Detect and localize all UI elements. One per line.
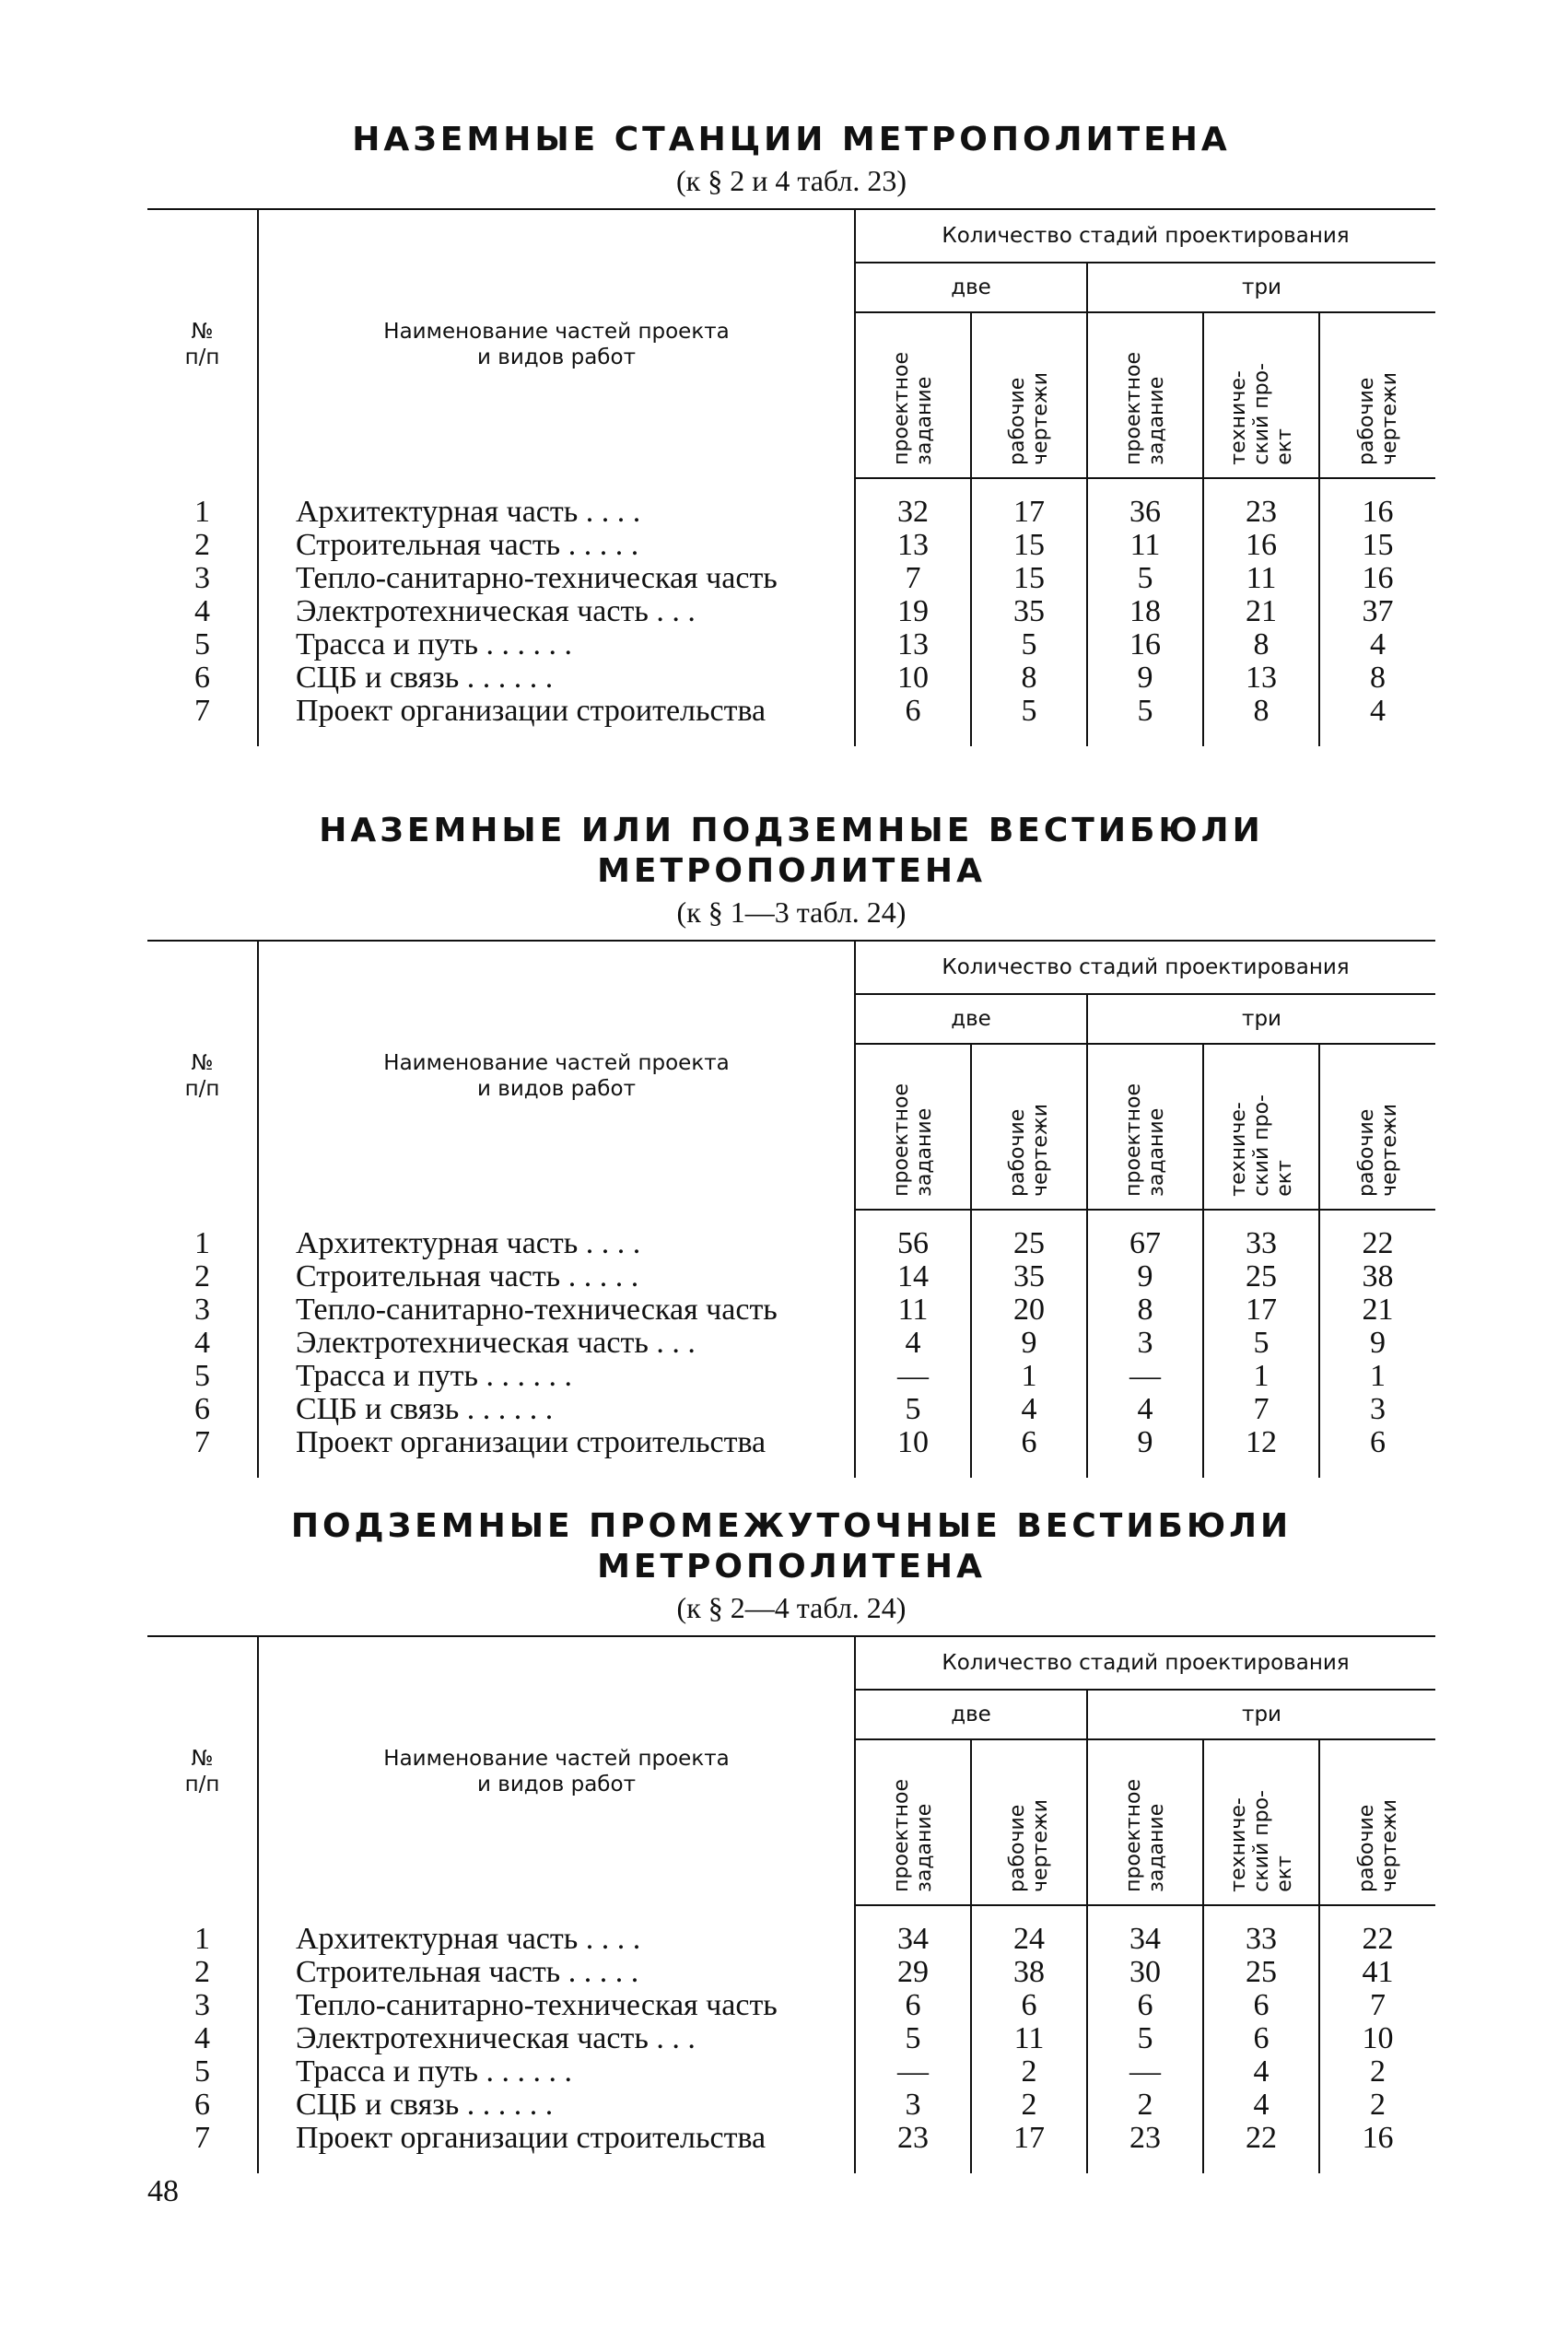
row-name: Строительная часть . . . . . bbox=[258, 1956, 855, 1989]
header-stages: Количество стадий проектирования bbox=[855, 209, 1435, 263]
row-number: 6 bbox=[194, 2088, 210, 2122]
section-ground-or-underground-vestibules bbox=[147, 811, 1435, 1478]
row-value: 15 bbox=[1362, 528, 1394, 562]
row-value: 15 bbox=[971, 562, 1087, 595]
row-number: 5 bbox=[194, 1359, 210, 1393]
row-name: Тепло-санитарно-техническая часть bbox=[258, 1989, 855, 2022]
table-row bbox=[147, 2122, 1435, 2155]
row-name: Трасса и путь . . . . . . bbox=[258, 2055, 855, 2089]
stages-table bbox=[147, 1635, 1435, 2173]
row-number: 7 bbox=[194, 1425, 210, 1459]
section-title: НАЗЕМНЫЕ СТАНЦИИ МЕТРОПОЛИТЕНА bbox=[352, 121, 1231, 158]
row-value: 22 bbox=[1362, 1226, 1394, 1260]
row-value: 23 bbox=[1087, 2122, 1203, 2155]
row-value: 38 bbox=[1362, 1259, 1394, 1293]
row-value: 2 bbox=[1370, 2088, 1387, 2122]
section-subtitle: (к § 2—4 табл. 24) bbox=[676, 1591, 907, 1624]
row-value: 30 bbox=[1087, 1956, 1203, 1989]
row-value: 22 bbox=[1203, 2122, 1319, 2155]
row-value: 2 bbox=[1370, 2054, 1387, 2089]
section-subtitle: (к § 1—3 табл. 24) bbox=[676, 895, 907, 929]
header-three-stages: три bbox=[1087, 263, 1435, 312]
row-value: 23 bbox=[1203, 496, 1319, 529]
row-value: 18 bbox=[1087, 595, 1203, 628]
row-value: 4 bbox=[1203, 2089, 1319, 2122]
row-value: 11 bbox=[1087, 529, 1203, 562]
row-value: 5 bbox=[1087, 2022, 1203, 2055]
row-value: 8 bbox=[971, 661, 1087, 695]
row-name: СЦБ и связь . . . . . . bbox=[258, 661, 855, 695]
row-value: 10 bbox=[855, 1426, 971, 1459]
table-row bbox=[147, 1393, 1435, 1426]
row-value: 5 bbox=[971, 628, 1087, 661]
header-name: Наименование частей проекта и видов работ bbox=[258, 941, 855, 1210]
row-value: — bbox=[855, 2055, 971, 2089]
table-row bbox=[147, 1327, 1435, 1360]
row-value: — bbox=[855, 1360, 971, 1393]
row-value: 17 bbox=[1203, 1293, 1319, 1327]
row-value: 25 bbox=[1203, 1956, 1319, 1989]
row-value: 5 bbox=[971, 695, 1087, 728]
row-name: СЦБ и связь . . . . . . bbox=[258, 2089, 855, 2122]
table-row bbox=[147, 1360, 1435, 1393]
header-c2: рабочие чертежи bbox=[971, 1044, 1087, 1210]
header-c2: рабочие чертежи bbox=[971, 1739, 1087, 1905]
section-underground-intermediate-vestibules bbox=[147, 1506, 1435, 2173]
row-value: 2 bbox=[1087, 2089, 1203, 2122]
table-row bbox=[147, 595, 1435, 628]
header-c5: рабочие чертежи bbox=[1319, 312, 1435, 478]
stages-table bbox=[147, 940, 1435, 1478]
row-value: 41 bbox=[1362, 1955, 1394, 1989]
row-value: 12 bbox=[1203, 1426, 1319, 1459]
section-subtitle: (к § 2 и 4 табл. 23) bbox=[675, 164, 907, 197]
row-name: Трасса и путь . . . . . . bbox=[258, 628, 855, 661]
row-name: Электротехническая часть . . . bbox=[258, 1327, 855, 1360]
row-value: 7 bbox=[1370, 1988, 1387, 2022]
row-name: Электротехническая часть . . . bbox=[258, 2022, 855, 2055]
row-value: 56 bbox=[855, 1227, 971, 1260]
row-value: 23 bbox=[855, 2122, 971, 2155]
row-value: 67 bbox=[1087, 1227, 1203, 1260]
row-value: 13 bbox=[855, 529, 971, 562]
row-number: 5 bbox=[194, 2054, 210, 2089]
row-value: 4 bbox=[855, 1327, 971, 1360]
row-value: 5 bbox=[855, 2022, 971, 2055]
row-value: 36 bbox=[1087, 496, 1203, 529]
row-value: 1 bbox=[971, 1360, 1087, 1393]
row-name: Архитектурная часть . . . . bbox=[258, 1227, 855, 1260]
row-value: 9 bbox=[1087, 1426, 1203, 1459]
row-value: 25 bbox=[971, 1227, 1087, 1260]
table-row bbox=[147, 529, 1435, 562]
row-value: 33 bbox=[1203, 1923, 1319, 1956]
row-name: Строительная часть . . . . . bbox=[258, 1260, 855, 1293]
row-number: 1 bbox=[194, 1226, 210, 1260]
row-value: 15 bbox=[971, 529, 1087, 562]
header-c5: рабочие чертежи bbox=[1319, 1044, 1435, 1210]
row-number: 2 bbox=[194, 1955, 210, 1989]
row-value: 34 bbox=[855, 1923, 971, 1956]
table-row bbox=[147, 2089, 1435, 2122]
row-value: 13 bbox=[1203, 661, 1319, 695]
header-two-stages: две bbox=[855, 263, 1087, 312]
header-c4: техниче- ский про- ект bbox=[1203, 312, 1319, 478]
row-value: — bbox=[1087, 1360, 1203, 1393]
row-value: — bbox=[1087, 2055, 1203, 2089]
row-value: 10 bbox=[855, 661, 971, 695]
table-row bbox=[147, 695, 1435, 728]
header-c4: техниче- ский про- ект bbox=[1203, 1739, 1319, 1905]
row-number: 7 bbox=[194, 2121, 210, 2155]
section-ground-stations bbox=[147, 120, 1435, 746]
row-value: 11 bbox=[855, 1293, 971, 1327]
table-row bbox=[147, 1923, 1435, 1956]
row-value: 7 bbox=[1203, 1393, 1319, 1426]
row-value: 9 bbox=[1087, 1260, 1203, 1293]
row-number: 2 bbox=[194, 528, 210, 562]
row-value: 2 bbox=[971, 2055, 1087, 2089]
row-number: 1 bbox=[194, 1922, 210, 1956]
table-row bbox=[147, 661, 1435, 695]
row-value: 5 bbox=[1203, 1327, 1319, 1360]
row-value: 8 bbox=[1203, 628, 1319, 661]
header-c1: проектное задание bbox=[855, 1044, 971, 1210]
table-row bbox=[147, 562, 1435, 595]
row-value: 21 bbox=[1203, 595, 1319, 628]
row-value: 16 bbox=[1203, 529, 1319, 562]
row-value: 9 bbox=[1370, 1326, 1387, 1360]
header-stages: Количество стадий проектирования bbox=[855, 941, 1435, 994]
row-value: 6 bbox=[1087, 1989, 1203, 2022]
row-value: 6 bbox=[855, 1989, 971, 2022]
row-value: 21 bbox=[1362, 1293, 1394, 1327]
row-value: 22 bbox=[1362, 1922, 1394, 1956]
row-value: 7 bbox=[855, 562, 971, 595]
table-row bbox=[147, 1956, 1435, 1989]
row-number: 3 bbox=[194, 1988, 210, 2022]
row-value: 11 bbox=[1203, 562, 1319, 595]
row-value: 6 bbox=[1370, 1425, 1387, 1459]
row-value: 16 bbox=[1362, 561, 1394, 595]
header-two-stages: две bbox=[855, 994, 1087, 1044]
row-value: 4 bbox=[1087, 1393, 1203, 1426]
header-name: Наименование частей проекта и видов работ bbox=[258, 209, 855, 478]
row-name: Строительная часть . . . . . bbox=[258, 529, 855, 562]
row-number: 2 bbox=[194, 1259, 210, 1293]
table-row bbox=[147, 1260, 1435, 1293]
row-value: 5 bbox=[1087, 562, 1203, 595]
row-value: 10 bbox=[1362, 2021, 1394, 2055]
row-value: 8 bbox=[1203, 695, 1319, 728]
row-value: 6 bbox=[971, 1426, 1087, 1459]
header-c3: проектное задание bbox=[1087, 1044, 1203, 1210]
row-name: СЦБ и связь . . . . . . bbox=[258, 1393, 855, 1426]
header-c2: рабочие чертежи bbox=[971, 312, 1087, 478]
row-value: 20 bbox=[971, 1293, 1087, 1327]
row-value: 19 bbox=[855, 595, 971, 628]
row-value: 4 bbox=[1203, 2055, 1319, 2089]
row-number: 7 bbox=[194, 694, 210, 728]
header-c4: техниче- ский про- ект bbox=[1203, 1044, 1319, 1210]
row-value: 25 bbox=[1203, 1260, 1319, 1293]
row-value: 11 bbox=[971, 2022, 1087, 2055]
row-value: 6 bbox=[971, 1989, 1087, 2022]
row-number: 3 bbox=[194, 561, 210, 595]
row-value: 2 bbox=[971, 2089, 1087, 2122]
row-value: 5 bbox=[1087, 695, 1203, 728]
row-value: 34 bbox=[1087, 1923, 1203, 1956]
row-name: Проект организации строительства bbox=[258, 2122, 855, 2155]
row-value: 6 bbox=[1203, 2022, 1319, 2055]
row-value: 4 bbox=[1370, 627, 1387, 661]
row-name: Проект организации строительства bbox=[258, 1426, 855, 1459]
row-name: Архитектурная часть . . . . bbox=[258, 496, 855, 529]
row-value: 16 bbox=[1362, 495, 1394, 529]
row-number: 5 bbox=[194, 627, 210, 661]
row-value: 9 bbox=[1087, 661, 1203, 695]
header-three-stages: три bbox=[1087, 1690, 1435, 1739]
table-row bbox=[147, 1426, 1435, 1459]
header-two-stages: две bbox=[855, 1690, 1087, 1739]
table-row bbox=[147, 1293, 1435, 1327]
row-value: 16 bbox=[1362, 2121, 1394, 2155]
row-value: 24 bbox=[971, 1923, 1087, 1956]
header-c1: проектное задание bbox=[855, 312, 971, 478]
section-title: НАЗЕМНЫЕ ИЛИ ПОДЗЕМНЫЕ ВЕСТИБЮЛИ МЕТРОПОЛИТЕНА bbox=[319, 812, 1264, 890]
table-row bbox=[147, 496, 1435, 529]
row-value: 17 bbox=[971, 2122, 1087, 2155]
header-c3: проектное задание bbox=[1087, 1739, 1203, 1905]
row-value: 35 bbox=[971, 595, 1087, 628]
row-value: 37 bbox=[1362, 594, 1394, 628]
table-row bbox=[147, 2055, 1435, 2089]
row-number: 4 bbox=[194, 1326, 210, 1360]
row-name: Тепло-санитарно-техническая часть bbox=[258, 1293, 855, 1327]
row-value: 4 bbox=[1370, 694, 1387, 728]
row-number: 4 bbox=[194, 594, 210, 628]
header-stages: Количество стадий проектирования bbox=[855, 1636, 1435, 1690]
row-value: 16 bbox=[1087, 628, 1203, 661]
row-value: 8 bbox=[1087, 1293, 1203, 1327]
row-value: 9 bbox=[971, 1327, 1087, 1360]
row-value: 8 bbox=[1370, 661, 1387, 695]
row-value: 6 bbox=[1203, 1989, 1319, 2022]
row-value: 5 bbox=[855, 1393, 971, 1426]
row-number: 3 bbox=[194, 1293, 210, 1327]
row-value: 35 bbox=[971, 1260, 1087, 1293]
page-number: 48 bbox=[147, 2174, 179, 2208]
header-number: № п/п bbox=[147, 209, 258, 478]
stages-table bbox=[147, 208, 1435, 746]
row-value: 32 bbox=[855, 496, 971, 529]
row-name: Проект организации строительства bbox=[258, 695, 855, 728]
header-number: № п/п bbox=[147, 941, 258, 1210]
table-row bbox=[147, 1227, 1435, 1260]
row-value: 3 bbox=[855, 2089, 971, 2122]
row-number: 1 bbox=[194, 495, 210, 529]
table-row bbox=[147, 1989, 1435, 2022]
row-value: 29 bbox=[855, 1956, 971, 1989]
row-value: 33 bbox=[1203, 1227, 1319, 1260]
row-value: 1 bbox=[1203, 1360, 1319, 1393]
table-row bbox=[147, 628, 1435, 661]
row-value: 6 bbox=[855, 695, 971, 728]
row-number: 6 bbox=[194, 661, 210, 695]
row-value: 3 bbox=[1370, 1392, 1387, 1426]
header-name: Наименование частей проекта и видов работ bbox=[258, 1636, 855, 1905]
row-name: Электротехническая часть . . . bbox=[258, 595, 855, 628]
row-value: 3 bbox=[1087, 1327, 1203, 1360]
row-value: 38 bbox=[971, 1956, 1087, 1989]
header-c5: рабочие чертежи bbox=[1319, 1739, 1435, 1905]
row-value: 4 bbox=[971, 1393, 1087, 1426]
header-three-stages: три bbox=[1087, 994, 1435, 1044]
header-c3: проектное задание bbox=[1087, 312, 1203, 478]
table-row bbox=[147, 2022, 1435, 2055]
row-value: 17 bbox=[971, 496, 1087, 529]
row-value: 14 bbox=[855, 1260, 971, 1293]
row-value: 1 bbox=[1370, 1359, 1387, 1393]
row-name: Трасса и путь . . . . . . bbox=[258, 1360, 855, 1393]
row-name: Тепло-санитарно-техническая часть bbox=[258, 562, 855, 595]
row-name: Архитектурная часть . . . . bbox=[258, 1923, 855, 1956]
section-title: ПОДЗЕМНЫЕ ПРОМЕЖУТОЧНЫЕ ВЕСТИБЮЛИ МЕТРОПОЛИТЕНА bbox=[290, 1507, 1293, 1586]
row-number: 6 bbox=[194, 1392, 210, 1426]
row-value: 13 bbox=[855, 628, 971, 661]
header-number: № п/п bbox=[147, 1636, 258, 1905]
row-number: 4 bbox=[194, 2021, 210, 2055]
header-c1: проектное задание bbox=[855, 1739, 971, 1905]
